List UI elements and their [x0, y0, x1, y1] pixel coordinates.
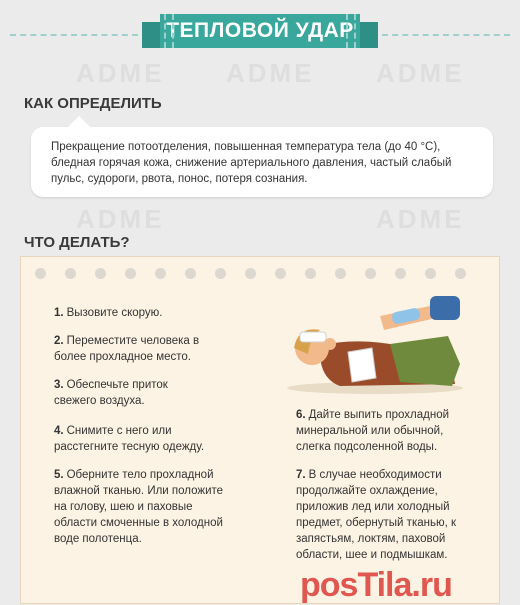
step-number: 1. [54, 307, 64, 319]
header-dashed-line-left [10, 34, 138, 36]
step-number: 3. [54, 379, 64, 391]
symptoms-text: Прекращение потоотделения, повышенная температура тела (до 40 °C), бледная горячая кожа, снижение артериального давления, частый слабый пульс, судороги, рвота, понос, потеря сознания. [51, 141, 452, 185]
step-number: 5. [54, 469, 64, 481]
notepad-hole [425, 268, 436, 279]
step-2 [54, 333, 234, 365]
step-text: Обеспечьте приток свежего воздуха. [54, 379, 168, 407]
notepad-hole [185, 268, 196, 279]
step-text: Дайте выпить прохладной минеральной или обычной, слегка подсоленной воды. [296, 409, 450, 453]
step-3 [54, 377, 174, 409]
watermark: ADME [226, 58, 315, 88]
notepad-hole [335, 268, 346, 279]
step-text: Переместите человека в более прохладное место. [54, 335, 200, 363]
notepad-hole [365, 268, 376, 279]
header-dashed-line-right [382, 34, 510, 36]
step-4 [54, 423, 229, 455]
section-title-identify: КАК ОПРЕДЕЛИТЬ [24, 95, 162, 112]
step-7 [296, 467, 474, 563]
step-5 [54, 467, 224, 547]
watermark: ADME [76, 58, 165, 88]
notepad-hole [65, 268, 76, 279]
step-number: 7. [296, 469, 306, 481]
watermark: ADME [376, 204, 465, 234]
step-number: 2. [54, 335, 64, 347]
step-text: Снимите с него или расстегните тесную одежду. [54, 425, 205, 453]
person-cooling-illustration [280, 286, 470, 396]
section-title-actions: ЧТО ДЕЛАТЬ? [24, 234, 130, 251]
step-text: Оберните тело прохладной влажной тканью. Или положите на голову, шею и паховые области смоченные в холодной воде полотенца. [54, 469, 224, 545]
notepad-hole [395, 268, 406, 279]
notepad-hole [245, 268, 256, 279]
step-text: Вызовите скорую. [66, 307, 163, 319]
site-logo: posTila.ru [300, 566, 452, 604]
step-1 [54, 305, 244, 321]
notepad-hole [305, 268, 316, 279]
notepad-hole [155, 268, 166, 279]
notepad-hole [215, 268, 226, 279]
step-text: В случае необходимости продолжайте охлаждение, приложив лед или холодный предмет, обернутый тканью, к запястьям, локтям, паховой области, шее и подмышкам. [296, 469, 457, 561]
notepad-hole [95, 268, 106, 279]
step-6 [296, 407, 476, 455]
page-title: ТЕПЛОВОЙ УДАР [160, 14, 360, 48]
notepad-hole [455, 268, 466, 279]
notepad-hole [35, 268, 46, 279]
symptoms-callout [31, 127, 493, 197]
step-number: 4. [54, 425, 64, 437]
notepad-hole [275, 268, 286, 279]
notepad-hole [125, 268, 136, 279]
watermark: ADME [376, 58, 465, 88]
watermark: ADME [76, 204, 165, 234]
step-number: 6. [296, 409, 306, 421]
